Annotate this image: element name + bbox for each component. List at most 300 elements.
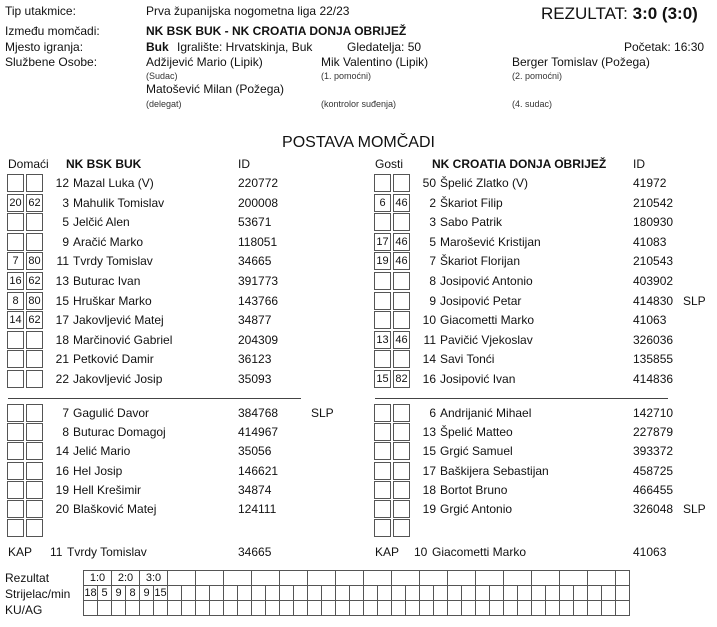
strijelac-cell <box>588 586 602 601</box>
strijelac-cell <box>532 586 546 601</box>
player-number: 50 <box>422 176 436 190</box>
section-title: POSTAVA MOMČADI <box>282 134 435 151</box>
home-kap-num: 11 <box>50 545 63 559</box>
player-name: Škariot Florijan <box>440 254 521 269</box>
player-id: 414830 <box>633 293 674 308</box>
strijelac-cell <box>210 586 224 601</box>
player-number: 19 <box>55 482 69 497</box>
player-id: 458725 <box>633 463 674 478</box>
player-name: Špelić Zlatko (V) <box>440 176 529 190</box>
strijelac-cell <box>406 586 420 601</box>
player-number: 12 <box>55 176 69 190</box>
kuag-cell <box>224 601 238 616</box>
player-number: 13 <box>55 274 69 288</box>
sub-in-minute-box <box>7 462 24 480</box>
footer-strijelac-label: Strijelac/min <box>5 587 71 601</box>
sub-out-minute-box <box>26 462 43 480</box>
rezultat-cell: 1:0 <box>84 571 112 586</box>
sub-out-minute-box: 62 <box>26 194 43 212</box>
sub-in-minute-box <box>374 500 391 518</box>
pocetak: Početak: 16:30 <box>624 40 705 54</box>
kuag-cell <box>392 601 406 616</box>
sub-in-minute-box <box>7 404 24 422</box>
rezultat-cell <box>560 571 588 586</box>
official-role: (4. sudac) <box>512 99 553 109</box>
rezultat-cell <box>196 571 224 586</box>
player-number: 8 <box>429 274 436 288</box>
tip-value: Prva županijska nogometna liga 22/23 <box>146 4 350 18</box>
player-name: Andrijanić Mihael <box>440 406 532 420</box>
strijelac-cell <box>392 586 406 601</box>
home-divider <box>8 398 301 399</box>
strijelac-cell <box>294 586 308 601</box>
player-id: 326048 <box>633 502 674 516</box>
kuag-cell <box>532 601 546 616</box>
sub-out-minute-box <box>393 404 410 422</box>
player-name: Hruškar Marko <box>73 293 152 308</box>
strijelac-cell <box>476 586 490 601</box>
sub-out-minute-box <box>26 481 43 499</box>
sub-out-minute-box <box>26 404 43 422</box>
player-id: 36123 <box>238 352 272 367</box>
kuag-cell <box>546 601 560 616</box>
player-number: 16 <box>55 463 69 478</box>
kuag-cell <box>126 601 140 616</box>
player-id: 34874 <box>238 482 272 497</box>
sub-out-minute-box <box>393 423 410 441</box>
player-id: 384768 <box>238 406 279 420</box>
player-name: Josipović Ivan <box>440 372 516 386</box>
player-name: Josipović Antonio <box>440 274 533 288</box>
player-name: Pavičić Vjekoslav <box>440 332 533 347</box>
strijelac-cell: 9 <box>140 586 154 601</box>
kuag-cell <box>336 601 350 616</box>
strijelac-cell: 5 <box>98 586 112 601</box>
player-id: 41083 <box>633 234 667 249</box>
player-id: 135855 <box>633 352 674 367</box>
player-id: 227879 <box>633 425 674 440</box>
player-id: 35093 <box>238 372 272 386</box>
player-name: Buturac Domagoj <box>73 425 166 440</box>
kuag-cell <box>280 601 294 616</box>
rezultat-cell <box>616 571 630 586</box>
away-divider <box>375 398 668 399</box>
player-number: 13 <box>422 425 436 440</box>
sub-in-minute-box <box>374 481 391 499</box>
kuag-cell <box>434 601 448 616</box>
footer-rezultat-label: Rezultat <box>5 571 50 585</box>
strijelac-cell <box>224 586 238 601</box>
strijelac-cell <box>560 586 574 601</box>
player-name: Hel Josip <box>73 463 123 478</box>
player-number: 19 <box>422 502 436 516</box>
strijelac-cell <box>336 586 350 601</box>
kuag-cell <box>476 601 490 616</box>
strijelac-cell <box>196 586 210 601</box>
player-number: 7 <box>429 254 436 269</box>
rezultat-cell: 2:0 <box>112 571 140 586</box>
strijelac-cell <box>434 586 448 601</box>
player-note: SLP <box>683 293 706 308</box>
player-id: 34665 <box>238 254 272 269</box>
sub-in-minute-box <box>7 370 24 388</box>
kuag-cell <box>574 601 588 616</box>
away-kap-num: 10 <box>414 545 428 559</box>
sub-out-minute-box <box>26 442 43 460</box>
player-name: Grgić Samuel <box>440 444 513 459</box>
strijelac-cell <box>574 586 588 601</box>
player-number: 10 <box>422 313 436 328</box>
kuag-cell <box>588 601 602 616</box>
official-name: Adžijević Mario (Lipik) <box>146 55 263 69</box>
player-number: 20 <box>55 502 69 516</box>
player-note: SLP <box>311 406 334 420</box>
rezultat-cell <box>308 571 336 586</box>
sub-in-minute-box: 7 <box>7 252 24 270</box>
player-number: 17 <box>55 313 69 328</box>
sub-out-minute-box <box>393 292 410 310</box>
sluzbene-label: Službene Osobe: <box>5 55 98 69</box>
sub-in-minute-box: 6 <box>374 194 391 212</box>
strijelac-cell <box>462 586 476 601</box>
rezultat-cell <box>364 571 392 586</box>
home-side-label: Domaći <box>8 157 49 171</box>
sub-out-minute-box <box>26 500 43 518</box>
sub-in-minute-box: 14 <box>7 311 24 329</box>
strijelac-cell <box>420 586 434 601</box>
strijelac-cell: 18 <box>84 587 97 599</box>
official-name: Berger Tomislav (Požega) <box>512 55 650 69</box>
official-name: Mik Valentino (Lipik) <box>321 55 429 69</box>
kuag-cell <box>504 601 518 616</box>
home-kap-id: 34665 <box>238 545 272 559</box>
official-role: (2. pomoćni) <box>512 71 563 81</box>
player-number: 11 <box>56 254 69 269</box>
home-id-header: ID <box>238 157 250 171</box>
player-id: 204309 <box>238 332 279 347</box>
sub-out-minute-box <box>393 272 410 290</box>
player-number: 11 <box>423 332 436 347</box>
kuag-cell <box>448 601 462 616</box>
sub-out-minute-box <box>26 174 43 192</box>
player-number: 5 <box>62 215 69 230</box>
sub-in-minute-box <box>7 350 24 368</box>
strijelac-cell <box>252 586 266 601</box>
sub-out-minute-box <box>393 311 410 329</box>
kuag-cell <box>238 601 252 616</box>
strijelac-cell: 15 <box>154 587 167 599</box>
player-name: Blašković Matej <box>73 502 157 516</box>
sub-in-minute-box: 13 <box>374 331 391 349</box>
strijelac-cell <box>350 586 364 601</box>
player-number: 17 <box>422 463 436 478</box>
rezultat-cell <box>336 571 364 586</box>
igraliste: Igralište: Hrvatskinja, Buk <box>177 40 313 54</box>
sub-in-minute-box: 17 <box>374 233 391 251</box>
player-number: 5 <box>429 234 436 249</box>
official-role: (delegat) <box>146 99 182 109</box>
player-id: 142710 <box>633 406 674 420</box>
sub-out-minute-box: 82 <box>393 370 410 388</box>
sub-out-minute-box <box>393 462 410 480</box>
player-id: 326036 <box>633 332 674 347</box>
sub-in-minute-box <box>374 462 391 480</box>
player-name: Jelić Mario <box>73 444 131 459</box>
player-name: Jelčić Alen <box>73 215 130 230</box>
sub-out-minute-box <box>26 350 43 368</box>
sub-in-minute-box <box>7 519 24 537</box>
sub-out-minute-box <box>393 500 410 518</box>
izmedu-label: Između momčadi: <box>5 24 100 38</box>
player-id: 53671 <box>238 215 272 230</box>
player-number: 6 <box>429 406 436 420</box>
sub-in-minute-box <box>7 481 24 499</box>
kuag-cell <box>196 601 210 616</box>
rezultat-cell: 3:0 <box>140 571 168 586</box>
strijelac-cell <box>490 586 504 601</box>
player-id: 35056 <box>238 444 272 459</box>
rezultat-cell <box>224 571 252 586</box>
player-number: 9 <box>62 234 69 249</box>
away-kap-label: KAP <box>375 545 400 559</box>
kuag-cell <box>140 601 154 616</box>
footer-row <box>84 601 630 616</box>
kuag-cell <box>406 601 420 616</box>
player-name: Mazal Luka (V) <box>73 176 154 190</box>
strijelac-cell <box>504 586 518 601</box>
kuag-cell <box>350 601 364 616</box>
sub-in-minute-box <box>7 500 24 518</box>
rezultat-cell <box>476 571 504 586</box>
kuag-cell <box>378 601 392 616</box>
player-id: 180930 <box>633 215 674 230</box>
player-id: 41063 <box>633 313 667 328</box>
player-name: Buturac Ivan <box>73 274 141 288</box>
sub-out-minute-box: 80 <box>26 292 43 310</box>
sub-in-minute-box <box>374 292 391 310</box>
kuag-cell <box>308 601 322 616</box>
strijelac-cell <box>308 586 322 601</box>
player-name: Sabo Patrik <box>440 215 503 230</box>
kuag-cell <box>294 601 308 616</box>
player-name: Giacometti Marko <box>440 313 535 328</box>
player-name: Tvrdy Tomislav <box>73 254 153 269</box>
sub-in-minute-box <box>374 272 391 290</box>
player-number: 18 <box>422 482 436 497</box>
strijelac-cell <box>280 586 294 601</box>
player-id: 118051 <box>238 234 278 249</box>
kuag-cell <box>420 601 434 616</box>
kuag-cell <box>560 601 574 616</box>
strijelac-cell: 8 <box>126 586 140 601</box>
sub-out-minute-box <box>393 442 410 460</box>
sub-in-minute-box: 19 <box>374 252 391 270</box>
sub-in-minute-box: 15 <box>374 370 391 388</box>
player-name: Aračić Marko <box>73 234 144 249</box>
kuag-cell <box>266 601 280 616</box>
kuag-cell <box>154 601 168 616</box>
strijelac-cell <box>378 586 392 601</box>
strijelac-cell <box>602 586 616 601</box>
player-name: Josipović Petar <box>440 293 522 308</box>
sub-in-minute-box <box>7 423 24 441</box>
sub-out-minute-box: 46 <box>393 252 410 270</box>
sub-out-minute-box: 46 <box>393 331 410 349</box>
strijelac-cell <box>616 586 630 601</box>
kuag-cell <box>168 601 182 616</box>
match-teams: NK BSK BUK - NK CROATIA DONJA OBRIJEŽ <box>146 24 407 38</box>
player-number: 3 <box>429 215 436 230</box>
rezultat-cell <box>252 571 280 586</box>
official-name: Matošević Milan (Požega) <box>146 82 285 96</box>
away-kap-id: 41063 <box>633 545 667 559</box>
player-name: Marčinović Gabriel <box>73 332 173 347</box>
sub-out-minute-box <box>26 370 43 388</box>
strijelac-cell <box>364 586 378 601</box>
sub-in-minute-box <box>7 174 24 192</box>
away-id-header: ID <box>633 157 645 171</box>
sub-in-minute-box <box>374 423 391 441</box>
sub-in-minute-box <box>7 213 24 231</box>
strijelac-cell <box>546 586 560 601</box>
footer-row <box>84 586 630 601</box>
rezultat-cell <box>420 571 448 586</box>
home-kap-name: Tvrdy Tomislav <box>67 545 147 559</box>
player-id: 143766 <box>238 293 279 308</box>
player-id: 41972 <box>633 176 667 190</box>
kuag-cell <box>364 601 378 616</box>
away-team-name: NK CROATIA DONJA OBRIJEŽ <box>432 157 607 171</box>
sub-out-minute-box: 62 <box>26 272 43 290</box>
sub-in-minute-box <box>7 331 24 349</box>
player-note: SLP <box>683 502 706 516</box>
sub-out-minute-box <box>26 213 43 231</box>
player-name: Jakovljević Josip <box>73 372 163 386</box>
sub-out-minute-box <box>393 481 410 499</box>
sub-out-minute-box: 46 <box>393 233 410 251</box>
player-id: 200008 <box>238 195 279 210</box>
away-kap-name: Giacometti Marko <box>432 545 527 559</box>
rezultat-cell <box>504 571 532 586</box>
rezultat-label: REZULTAT: <box>541 4 628 23</box>
sub-in-minute-box <box>374 519 391 537</box>
home-team-name: NK BSK BUK <box>66 157 142 171</box>
sub-out-minute-box <box>393 213 410 231</box>
player-number: 15 <box>55 293 69 308</box>
sub-in-minute-box <box>374 350 391 368</box>
strijelac-cell: 9 <box>112 586 126 601</box>
sub-out-minute-box <box>26 519 43 537</box>
player-id: 210543 <box>633 254 674 269</box>
mjesto-value: Buk <box>146 40 169 54</box>
sub-in-minute-box <box>374 213 391 231</box>
player-number: 9 <box>429 293 436 308</box>
sub-in-minute-box: 20 <box>7 194 24 212</box>
player-number: 7 <box>62 406 69 420</box>
player-name: Jakovljević Matej <box>73 313 164 328</box>
tip-label: Tip utakmice: <box>5 4 76 18</box>
kuag-cell <box>182 601 196 616</box>
strijelac-cell <box>168 586 182 601</box>
sub-in-minute-box: 16 <box>7 272 24 290</box>
rezultat-cell <box>168 571 196 586</box>
kuag-cell <box>490 601 504 616</box>
mjesto-label: Mjesto igranja: <box>5 40 84 54</box>
player-id: 403902 <box>633 274 674 288</box>
player-name: Marošević Kristijan <box>440 234 541 249</box>
rezultat-value: 3:0 (3:0) <box>632 4 698 23</box>
kuag-cell <box>98 601 112 616</box>
home-kap-label: KAP <box>8 545 33 559</box>
player-id: 146621 <box>238 463 279 478</box>
kuag-cell <box>112 601 126 616</box>
sub-out-minute-box <box>393 350 410 368</box>
kuag-cell <box>518 601 532 616</box>
player-id: 391773 <box>238 274 279 288</box>
sub-out-minute-box: 80 <box>26 252 43 270</box>
sub-in-minute-box <box>374 174 391 192</box>
sub-in-minute-box <box>374 404 391 422</box>
player-id: 414836 <box>633 372 674 386</box>
player-name: Hell Krešimir <box>73 482 142 497</box>
player-name: Gagulić Davor <box>73 406 150 420</box>
player-number: 18 <box>55 332 69 347</box>
player-name: Bortot Bruno <box>440 482 508 497</box>
strijelac-cell <box>238 586 252 601</box>
sub-in-minute-box <box>7 442 24 460</box>
official-role: (kontrolor suđenja) <box>321 99 397 109</box>
rezultat-cell <box>532 571 560 586</box>
player-name: Mahulik Tomislav <box>73 195 165 210</box>
official-role: (Sudac) <box>146 71 178 81</box>
player-name: Savi Tonći <box>440 352 495 367</box>
kuag-cell <box>210 601 224 616</box>
strijelac-cell <box>266 586 280 601</box>
kuag-cell <box>616 601 630 616</box>
rezultat-cell <box>588 571 616 586</box>
player-number: 3 <box>62 195 69 210</box>
away-side-label: Gosti <box>375 157 404 171</box>
player-name: Petković Damir <box>73 352 154 367</box>
strijelac-cell <box>182 586 196 601</box>
sub-in-minute-box: 8 <box>7 292 24 310</box>
player-id: 466455 <box>633 482 674 497</box>
strijelac-cell <box>322 586 336 601</box>
sub-in-minute-box <box>7 233 24 251</box>
sub-in-minute-box <box>374 442 391 460</box>
player-id: 414967 <box>238 425 279 440</box>
kuag-cell <box>252 601 266 616</box>
sub-in-minute-box <box>374 311 391 329</box>
kuag-cell <box>462 601 476 616</box>
rezultat-cell <box>448 571 476 586</box>
player-name: Baškijera Sebastijan <box>440 463 549 478</box>
player-name: Špelić Matteo <box>440 425 513 440</box>
player-number: 21 <box>55 352 69 367</box>
rezultat-heading <box>541 4 698 24</box>
sub-out-minute-box: 62 <box>26 311 43 329</box>
player-number: 22 <box>55 372 69 386</box>
official-role: (1. pomoćni) <box>321 71 372 81</box>
player-id: 220772 <box>238 176 279 190</box>
sub-out-minute-box <box>26 331 43 349</box>
gledatelja: Gledatelja: 50 <box>347 40 422 54</box>
player-number: 8 <box>62 425 69 440</box>
sub-out-minute-box <box>393 519 410 537</box>
player-name: Grgić Antonio <box>440 502 513 516</box>
kuag-cell <box>602 601 616 616</box>
sub-out-minute-box <box>26 423 43 441</box>
